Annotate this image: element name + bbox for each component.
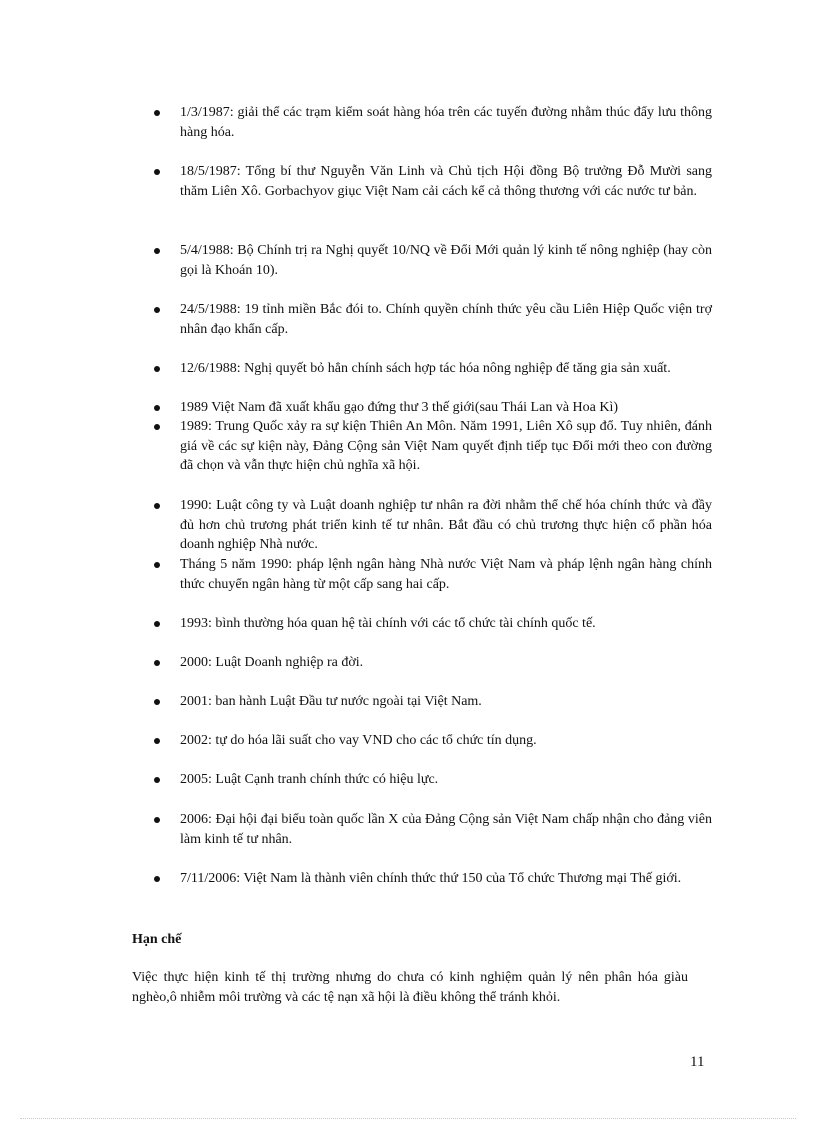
timeline-item-text: Tháng 5 năm 1990: pháp lệnh ngân hàng Nhà nước Việt Nam và pháp lệnh ngân hàng chính thức chuyển ngân hàng từ một cấp sang hai cấp.: [180, 557, 712, 592]
bullet-icon: [154, 562, 160, 568]
timeline-item-text: 1989: Trung Quốc xảy ra sự kiện Thiên An Môn. Năm 1991, Liên Xô sụp đổ. Tuy nhiên, đánh giá về các sự kiện này, Đảng Cộng sản Việt Nam quyết định tiếp tục Đổi mới theo con đường đã chọn và vẫn thực hiện chủ nghĩa xã hội.: [180, 419, 712, 474]
timeline-item-text: 7/11/2006: Việt Nam là thành viên chính thức thứ 150 của Tổ chức Thương mại Thế giới.: [180, 871, 682, 886]
bullet-icon: [154, 876, 160, 882]
bullet-icon: [154, 503, 160, 509]
bullet-icon: [154, 169, 160, 175]
timeline-item-text: 2006: Đại hội đại biểu toàn quốc lần X của Đảng Cộng sản Việt Nam chấp nhận cho đảng viên làm kinh tế tư nhân.: [180, 812, 712, 847]
timeline-item-text: 24/5/1988: 19 tỉnh miền Bắc đói to. Chính quyền chính thức yêu cầu Liên Hiệp Quốc viện trợ nhân đạo khẩn cấp.: [180, 302, 712, 337]
timeline-item: [180, 692, 712, 712]
timeline-item-text: 2000: Luật Doanh nghiệp ra đời.: [180, 655, 364, 670]
bullet-icon: [154, 660, 160, 666]
bullet-icon: [154, 307, 160, 313]
timeline-item: [180, 770, 712, 790]
timeline-item-text: 1990: Luật công ty và Luật doanh nghiệp tư nhân ra đời nhằm thể chế hóa chính thức và đầy đủ hơn chủ trương phát triển kinh tế tư nhân. Bắt đầu có chủ trương thực hiện cổ phần hóa doanh nghiệp Nhà nước.: [180, 498, 712, 553]
timeline-item-text: 18/5/1987: Tổng bí thư Nguyễn Văn Linh và Chủ tịch Hội đồng Bộ trưởng Đỗ Mười sang thăm Liên Xô. Gorbachyov giục Việt Nam cải cách kể cả thông thương với các nước tư bản.: [180, 164, 712, 199]
section-paragraph: Việc thực hiện kinh tế thị trường nhưng do chưa có kinh nghiệm quản lý nên phân hóa giàu nghèo,ô nhiễm môi trường và các tệ nạn xã hội là điều không thể tránh khỏi.: [132, 970, 688, 1005]
bullet-icon: [154, 405, 160, 411]
bullet-icon: [154, 424, 160, 430]
timeline-item: [180, 810, 712, 849]
bullet-icon: [154, 817, 160, 823]
timeline-item: [180, 162, 712, 201]
timeline-item: [180, 869, 712, 889]
timeline-item-text: 1/3/1987: giải thể các trạm kiểm soát hàng hóa trên các tuyến đường nhằm thúc đẩy lưu thông hàng hóa.: [180, 105, 712, 140]
bullet-icon: [154, 366, 160, 372]
timeline-item: [180, 614, 712, 634]
timeline-item-text: 5/4/1988: Bộ Chính trị ra Nghị quyết 10/NQ về Đổi Mới quản lý kinh tế nông nghiệp (hay còn gọi là Khoán 10).: [180, 243, 712, 278]
bullet-icon: [154, 738, 160, 744]
timeline-item: [180, 496, 712, 555]
timeline-item: [180, 731, 712, 751]
timeline-item-text: 2005: Luật Cạnh tranh chính thức có hiệu lực.: [180, 772, 439, 787]
bullet-icon: [154, 699, 160, 705]
bullet-icon: [154, 110, 160, 116]
timeline-item: [180, 417, 712, 476]
bullet-icon: [154, 248, 160, 254]
page-number: 11: [690, 1054, 705, 1070]
timeline-item: [180, 300, 712, 339]
section-heading: Hạn chế: [132, 932, 182, 947]
timeline-item-text: 2001: ban hành Luật Đầu tư nước ngoài tại Việt Nam.: [180, 694, 482, 709]
timeline-item: [180, 398, 712, 418]
page-bottom-divider: [20, 1118, 796, 1119]
timeline-item: [180, 555, 712, 594]
timeline-item: [180, 359, 712, 379]
timeline-item-text: 12/6/1988: Nghị quyết bỏ hẳn chính sách hợp tác hóa nông nghiệp để tăng gia sản xuất.: [180, 361, 671, 376]
timeline-item: [180, 103, 712, 142]
bullet-icon: [154, 621, 160, 627]
timeline-item-text: 1989 Việt Nam đã xuất khẩu gạo đứng thư 3 thế giới(sau Thái Lan và Hoa Kì): [180, 400, 619, 415]
timeline-item-text: 1993: bình thường hóa quan hệ tài chính với các tổ chức tài chính quốc tế.: [180, 616, 596, 631]
timeline-item: [180, 653, 712, 673]
bullet-icon: [154, 777, 160, 783]
timeline-item-text: 2002: tự do hóa lãi suất cho vay VND cho các tổ chức tín dụng.: [180, 733, 537, 748]
timeline-item: [180, 241, 712, 280]
